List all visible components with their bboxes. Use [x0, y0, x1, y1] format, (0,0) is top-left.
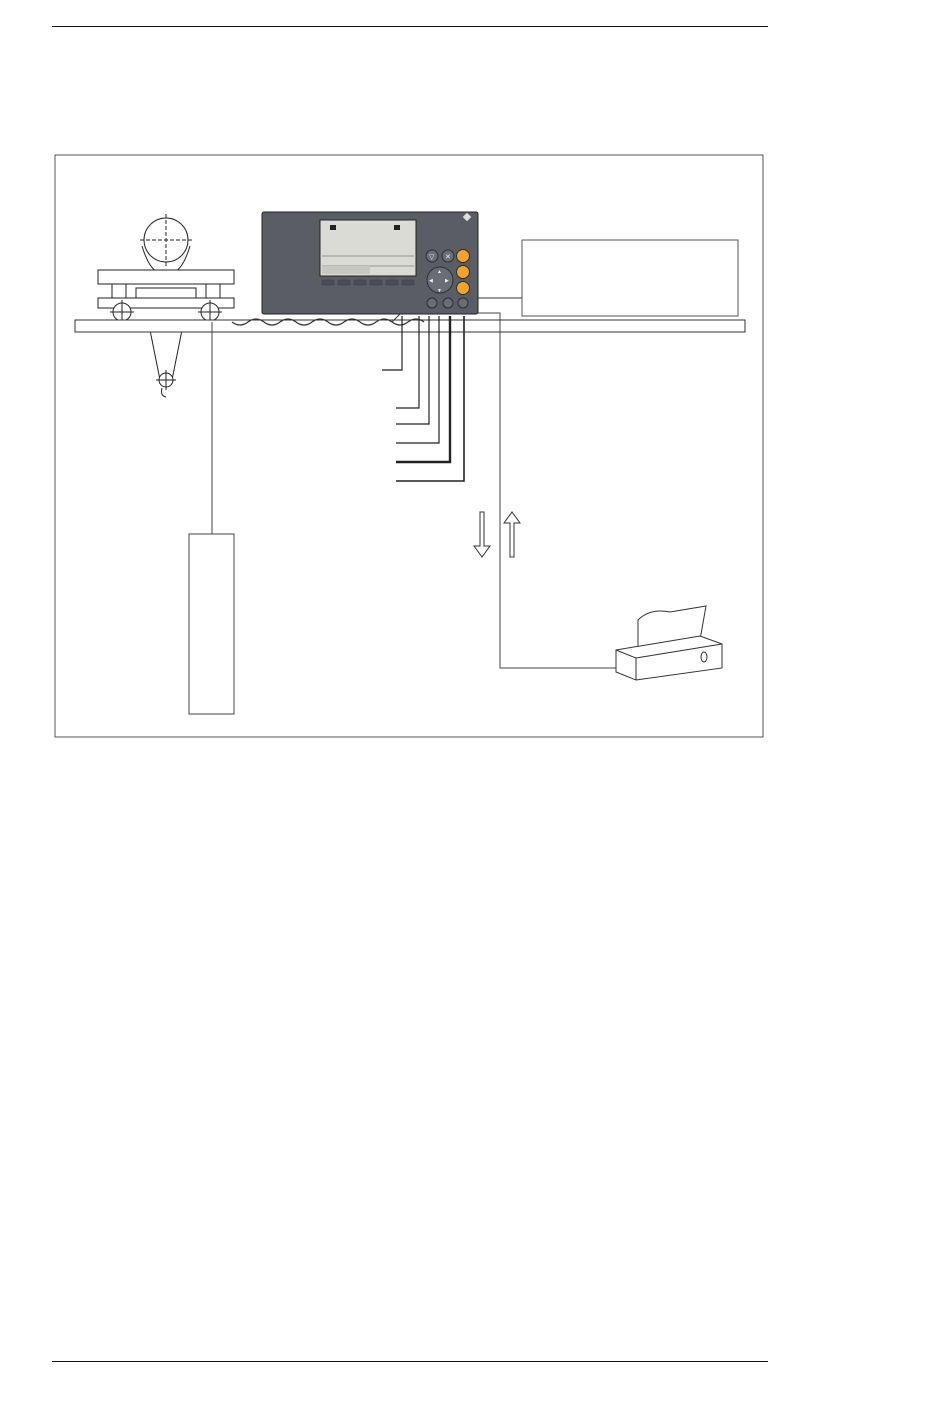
- svg-text:✕: ✕: [445, 253, 451, 261]
- indicator-control-keys: [426, 250, 470, 309]
- infrared-arrows: [474, 512, 520, 557]
- output-leads: [382, 316, 464, 481]
- svg-text:◀: ◀: [429, 278, 433, 284]
- svg-text:▽: ▽: [429, 253, 435, 261]
- arrow-up-icon: [504, 512, 520, 557]
- svg-text:▶: ▶: [445, 278, 449, 284]
- printer-cable: [478, 313, 616, 668]
- big-display: [522, 240, 738, 316]
- svg-text:▼: ▼: [437, 288, 442, 294]
- printer-icon: [616, 606, 722, 680]
- arrow-down-icon: [474, 512, 490, 557]
- button-box: [189, 534, 234, 714]
- orange-key-2: [457, 266, 470, 279]
- orange-key-1: [457, 250, 470, 263]
- disomat-indicator: [262, 212, 478, 314]
- crane-rail: [75, 320, 745, 332]
- orange-key-3: [457, 282, 470, 295]
- crane-scale-drawing: [98, 214, 234, 397]
- svg-text:▲: ▲: [437, 269, 442, 275]
